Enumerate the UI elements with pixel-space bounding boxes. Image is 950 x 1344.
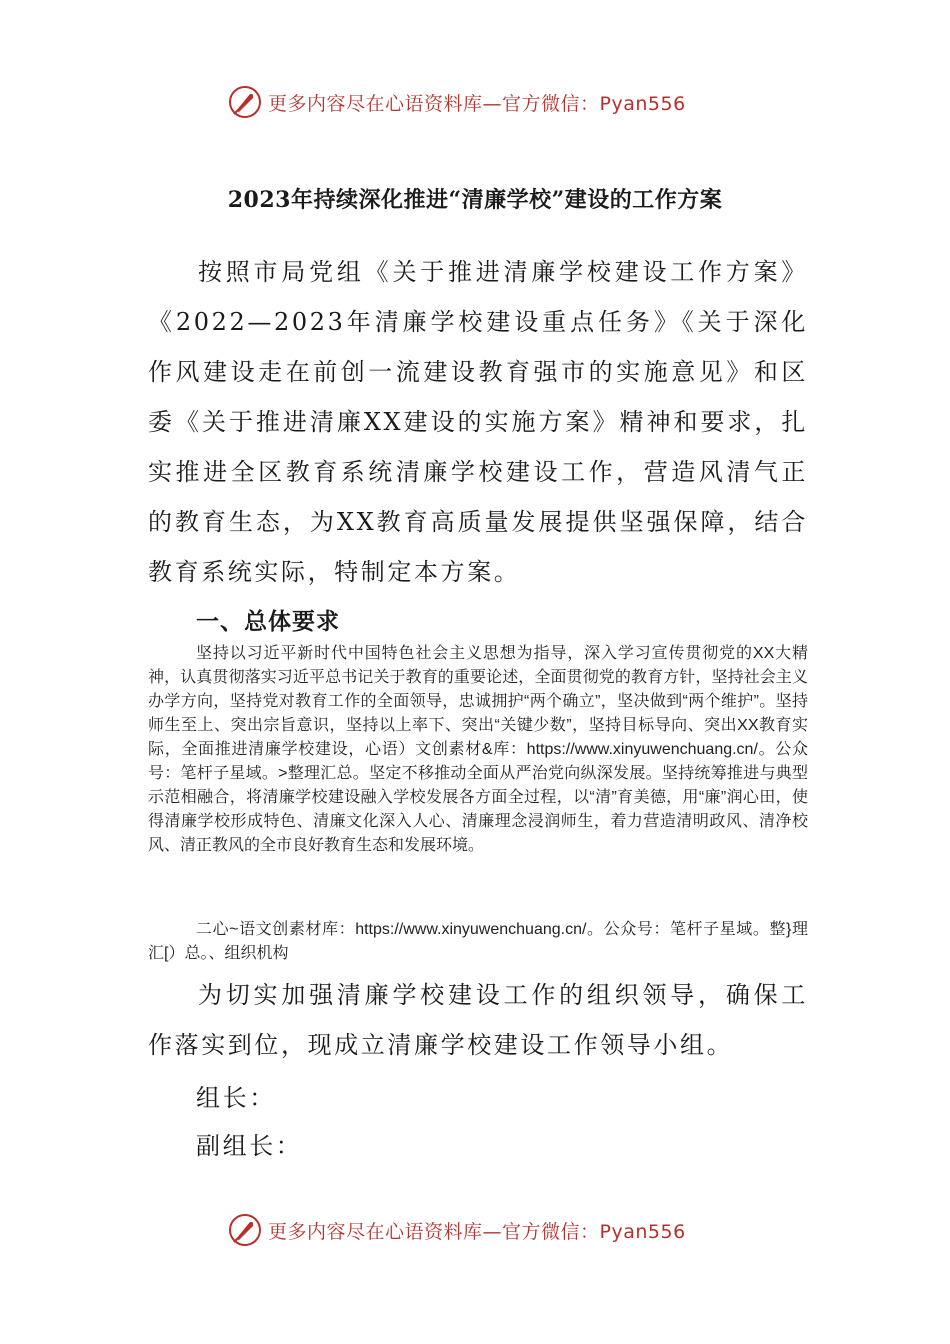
footer-watermark-banner — [228, 1210, 728, 1250]
quill-logo-icon — [228, 1213, 262, 1247]
section-body-paragraph: 坚持以习近平新时代中国特色社会主义思想为指导，深入学习宣传贯彻党的XX大精神，认真贯彻落实习近平总书记关于教育的重要论述，全面贯彻党的教育方针，坚持社会主义办学方向，坚持党对教育工作的全面领导，忠诚拥护“两个确立”，坚决做到“两个维护”。坚持师生至上、突出宗旨意识，坚持以上率下、突出“关键少数”，坚持目标导向、突出XX教育实际，全面推进清廉学校建设，心语）文创素材&库：https://www.xinyuwenchuang.cn/。公众号：笔杆子星域。>整理汇总。坚定不移推动全面从严治党向纵深发展。坚持统筹推进与典型示范相融合，将清廉学校建设融入学校发展各方面全过程，以“清”育美德，用“廉”润心田，使得清廉学校形成特色、清廉文化深入人心、清廉理念浸润师生，着力营造清明政风、清净校风、清正教风的全市良好教育生态和发展环境。 — [148, 645, 808, 854]
deputy-leader-label: 副组长： — [196, 1132, 303, 1160]
organization-paragraph: 为切实加强清廉学校建设工作的组织领导，确保工作落实到位，现成立清廉学校建设工作领导小组。 — [148, 981, 808, 1059]
banner-wechat-id: Pyan556 — [599, 1220, 686, 1243]
banner-text: 更多内容尽在心语资料库—官方微信：Pyan556 — [268, 92, 686, 115]
document-title: 2023年持续深化推进“清廉学校”建设的工作方案 — [227, 187, 723, 213]
section-heading-overall-requirements: 一、总体要求 — [196, 608, 340, 635]
leader-label: 组长： — [196, 1084, 276, 1112]
banner-wechat-id: Pyan556 — [599, 92, 686, 115]
banner-text: 更多内容尽在心语资料库—官方微信：Pyan556 — [268, 1220, 686, 1243]
section-heading-organization: 二心~语文创素材库：https://www.xinyuwenchuang.cn/。公众号：笔杆子星域。整}理汇[）总。、组织机构 — [148, 921, 808, 962]
quill-logo-icon — [228, 85, 262, 119]
intro-paragraph: 按照市局党组《关于推进清廉学校建设工作方案》《2022—2023年清廉学校建设重点任务》《关于深化作风建设走在前创一流建设教育强市的实施意见》和区委《关于推进清廉XX建设的实施方案》精神和要求，扎实推进全区教育系统清廉学校建设工作，营造风清气正的教育生态，为XX教育高质量发展提供坚强保障，结合教育系统实际，特制定本方案。 — [148, 258, 808, 586]
header-watermark-banner — [228, 82, 728, 122]
